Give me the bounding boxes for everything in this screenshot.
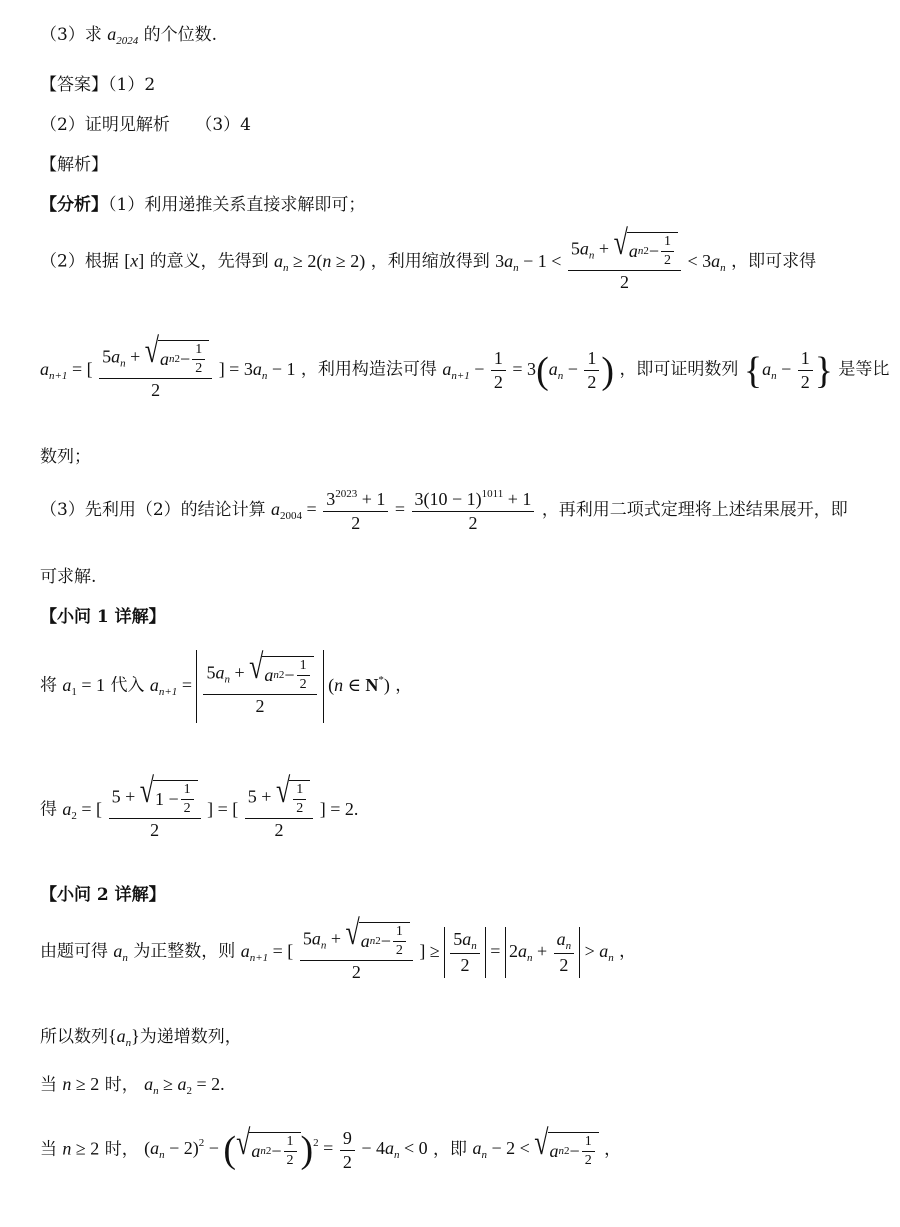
math-a2024: $a_{2024}$ xyxy=(107,24,139,47)
sub1-tag: 【小问 1 详解】 xyxy=(40,607,166,627)
fenxi-3a: （3）先利用（2）的结论计算 xyxy=(40,499,266,520)
fenxi-2-line xyxy=(40,222,880,293)
sub2-i: 时， xyxy=(104,1139,139,1160)
sub1-result-line xyxy=(40,770,880,841)
fenxi-2d: ，即可求得 xyxy=(731,251,817,272)
math-inequality-bound: $3a_n - 1$ < $5a_n$ + √ a n 2 − $\frac{1}{2}$ 2 < $3a_n$ xyxy=(495,222,726,293)
math-an-ge-a2: $a_n \ge a_2 = 2$. xyxy=(144,1074,225,1097)
analysis-tag: 【解析】 xyxy=(40,155,108,175)
math-a1-eq-1: $a_1 = 1$ xyxy=(62,674,106,698)
fenxi-2f: ，即可证明数列 xyxy=(619,359,739,380)
math-increasing-proof: $a_{n+1}$ = [ $5a_n$ + √ a n 2 − $\frac{1}{2}$ 2 ] ≥ $\frac{5a_n}{2}$ = $2a_n$ + $\frac{a_n}{2}$ > $a_n$ xyxy=(240,912,614,983)
sub2-tag: 【小问 2 详解】 xyxy=(40,885,166,905)
answer-1: （1）2 xyxy=(108,75,156,95)
math-a2004-expansion: $a_{2004}$ = $\frac{3^{2023} + 1}{2}$ = $\frac{3(10 - 1)^{1011} + 1}{2}$ xyxy=(271,499,536,519)
fenxi-2e: ，利用构造法可得 xyxy=(300,359,437,380)
sub1-b: 代入 xyxy=(110,675,145,696)
sub2-b: 为正整数，则 xyxy=(133,941,236,962)
sub2-a: 由题可得 xyxy=(40,941,108,962)
sub2-j: ，即 xyxy=(433,1139,468,1160)
math-n-ge-2: n ≥ 2 xyxy=(62,1074,100,1094)
sub2-final-line xyxy=(40,1122,880,1172)
math-set-an: $\{a_n\}$ xyxy=(108,1026,140,1049)
sub2-increasing-line xyxy=(40,1022,880,1049)
sub2-inequality-line xyxy=(40,912,880,983)
sub2-k: ， xyxy=(604,1139,622,1160)
math-square-difference: $(a_n - 2)^2$ − ( √ a n 2 − $\frac{1}{2}$ )$^2$ = $\frac{9}{2}$ − $4a_n < 0$ xyxy=(144,1122,428,1172)
sub2-c: ， xyxy=(619,941,637,962)
math-n-ge-2-b: n ≥ 2 xyxy=(62,1138,100,1159)
fenxi-1-line xyxy=(40,190,880,215)
sub1-c: ， xyxy=(395,675,413,696)
fenxi-2g: 是等比 xyxy=(838,359,890,380)
math-an-ge-2: $a_n \ge 2(n \ge 2)$ xyxy=(274,250,366,274)
math-a2-result: $a_2$ = [ 5 + √ 1 − $\frac{1}{2}$ 2 ] = [ 5 + √ $\frac{1}{2}$ 2 ] = 2. xyxy=(62,770,359,841)
answer-23-line xyxy=(40,110,880,135)
answer-line xyxy=(40,70,880,95)
analysis-tag-line xyxy=(40,150,880,175)
sub1-substitute-line xyxy=(40,646,880,723)
fenxi-3-end-line xyxy=(40,562,880,587)
question-3-line xyxy=(40,20,880,47)
sub2-f: 当 xyxy=(40,1075,57,1095)
sub2-d: 所以数列 xyxy=(40,1027,108,1047)
sub2-e: 为递增数列， xyxy=(139,1027,242,1047)
math-recurrence-def: $a_{n+1}$ = $5a_n$ + √ a n 2 − $\frac{1}{2}$ 2 (n ∈ N*) xyxy=(150,675,390,695)
math-an: $a_n$ xyxy=(113,940,128,964)
fenxi-2-end-line xyxy=(40,442,880,467)
fenxi-2a: （2）根据 xyxy=(40,251,119,272)
fenxi-2-recurrence-line xyxy=(40,330,890,401)
sub1-a: 将 xyxy=(40,675,57,696)
fenxi-3b: ，再利用二项式定理将上述结果展开，即 xyxy=(541,499,848,520)
fenxi-tag: 【分析】 xyxy=(40,195,108,215)
fenxi-3-line xyxy=(40,488,880,533)
sub2-n-ge-2-line xyxy=(40,1070,880,1097)
question-3-text: （3）求 xyxy=(40,25,102,45)
math-recurrence: $a_{n+1}$ = [ $5a_n$ + √ a n 2 − $\frac{1}{2}$ 2 ] = $3a_n - 1$ xyxy=(40,330,296,401)
math-floor-x: [x] xyxy=(124,250,145,271)
sub1-tag-line xyxy=(40,602,880,627)
answer-2-3: （2）证明见解析 （3）4 xyxy=(40,115,251,135)
fenxi-3c: 可求解. xyxy=(40,567,97,587)
sub2-h: 当 xyxy=(40,1139,57,1160)
math-final-inequality: $a_n - 2$ < √ a n 2 − $\frac{1}{2}$ xyxy=(472,1138,598,1158)
sub1-d: 得 xyxy=(40,799,57,820)
answer-tag: 【答案】 xyxy=(40,75,108,95)
math-construction: $a_{n+1}$ − $\frac{1}{2}$ = $3(a_n$ − $\frac{1}{2}$ ) xyxy=(442,348,615,392)
fenxi-2b: 的意义，先得到 xyxy=(149,251,269,272)
fenxi-1-text: （1）利用递推关系直接求解即可； xyxy=(108,195,366,215)
math-sequence-set: {$a_n$ − $\frac{1}{2}$ } xyxy=(743,348,833,392)
fenxi-2c: ，利用缩放得到 xyxy=(370,251,490,272)
sub2-g: 时， xyxy=(104,1075,139,1095)
question-3-tail: 的个位数. xyxy=(143,25,218,45)
fenxi-2h: 数列； xyxy=(40,447,91,467)
sub2-tag-line xyxy=(40,880,880,905)
